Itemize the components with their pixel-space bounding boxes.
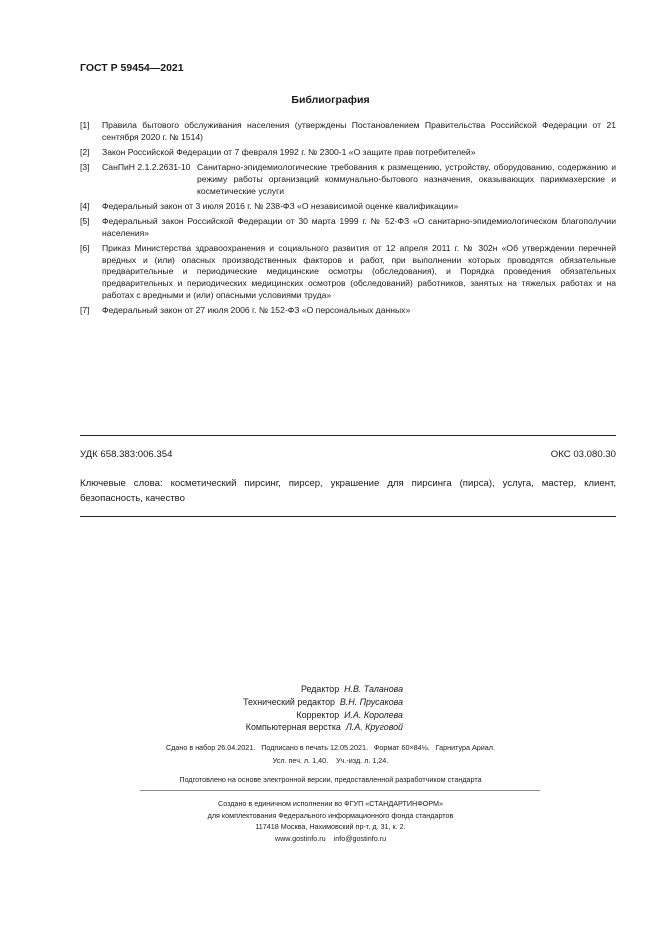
- credit-role: Редактор: [300, 684, 340, 694]
- entry-text: Правила бытового обслуживания населения (утверждены Постановлением Правительства Российской Федерации от 21 сентября 2020 г. № 1514): [102, 120, 616, 142]
- entry-number: [7]: [80, 304, 90, 315]
- credit-role: Компьютерная верстка: [245, 722, 341, 733]
- entry-number: [3]: [80, 162, 90, 173]
- bibliography-entry: [80, 216, 616, 239]
- imprint-line: Сдано в набор 26.04.2021. Подписано в печать 12.05.2021. Формат 60×84⅛. Гарнитура Ариал.: [166, 743, 495, 752]
- document-code: ГОСТ Р 59454—2021: [80, 62, 184, 74]
- publisher-block: [0, 798, 661, 844]
- udk-code: УДК 658.383:006.354: [80, 449, 173, 460]
- bibliography-entry: [80, 120, 616, 143]
- entry-number: [2]: [80, 146, 90, 157]
- entry-number: [1]: [80, 120, 90, 130]
- publisher-line: для комплектования Федерального информационного фонда стандартов: [207, 810, 454, 820]
- prepared-note: Подготовлено на основе электронной версии, предоставленной разработчиком стандарта: [179, 775, 482, 784]
- entry-text: Санитарно-эпидемиологические требования к размещению, устройству, оборудованию, содержанию и режиму работы организаций коммунально-бытового назначения, оказывающих парикмахерские и косметические услуги: [197, 162, 616, 196]
- entry-number: [4]: [80, 200, 90, 211]
- bibliography-entry: [80, 162, 616, 197]
- credits-block: [243, 683, 403, 734]
- entry-text: Федеральный закон Российской Федерации от 30 марта 1999 г. № 52-ФЗ «О санитарно-эпидемиологическом благополучии населения»: [102, 215, 616, 238]
- divider-publisher: [140, 790, 540, 791]
- entry-text: Федеральный закон от 3 июля 2016 г. № 238-ФЗ «О независимой оценке квалификации»: [102, 200, 459, 211]
- bibliography-list: [80, 120, 616, 320]
- credit-role: Корректор: [296, 709, 340, 720]
- credit-role: Технический редактор: [243, 696, 335, 707]
- bibliography-entry: [80, 147, 616, 159]
- credit-name: Л.А. Круговой: [345, 722, 403, 733]
- entry-text: Приказ Министерства здравоохранения и социального развития от 12 апреля 2011 г. № 302н «Об утверждении перечней вредных и (или) опасных производственных факторов и работ, при выполнении которых проводятся обязательные предварительные и периодические медицинские осмотры (обследования), и Порядка проведения обязательных предварительных и периодических медицинских осмотров (обследований) работников, занятых на тяжелых работах и на работах с вредными и (или) опасными условиями труда»: [102, 242, 616, 300]
- publisher-line: 117418 Москва, Нахимовский пр-т, д. 31, к. 2.: [255, 822, 406, 831]
- credit-layout: [243, 721, 403, 734]
- divider-bottom: [80, 516, 616, 517]
- credit-proofreader: [243, 709, 403, 722]
- bibliography-entry: [80, 201, 616, 213]
- credit-name: И.А. Королева: [344, 709, 403, 720]
- oks-code: ОКС 03.080.30: [550, 449, 616, 460]
- keywords: Ключевые слова: косметический пирсинг, пирсер, украшение для пирсинга (пирса), услуга, мастер, клиент, безопасность, качество: [80, 478, 616, 504]
- entry-text: Федеральный закон от 27 июля 2006 г. № 152-ФЗ «О персональных данных»: [102, 304, 411, 315]
- publisher-line: Создано в единичном исполнении во ФГУП «СТАНДАРТИНФОРМ»: [218, 799, 443, 808]
- credit-editor: [243, 683, 403, 696]
- entry-number: [5]: [80, 215, 90, 226]
- credit-technical-editor: [243, 696, 403, 709]
- entry-code: СанПиН 2.1.2.2631-10: [102, 162, 191, 173]
- divider-top: [80, 435, 616, 436]
- imprint-block: [0, 742, 661, 767]
- bibliography-title: Библиография: [291, 94, 370, 106]
- publisher-line: www.gostinfo.ru info@gostinfo.ru: [274, 833, 387, 843]
- entry-number: [6]: [80, 242, 90, 253]
- bibliography-entry: [80, 305, 616, 317]
- credit-name: Н.В. Таланова: [344, 684, 403, 694]
- bibliography-entry: [80, 243, 616, 302]
- imprint-line: Усл. печ. л. 1,40. Уч.-изд. л. 1,24.: [272, 755, 389, 765]
- credit-name: В.Н. Прусакова: [339, 696, 403, 707]
- entry-text: Закон Российской Федерации от 7 февраля 1992 г. № 2300-1 «О защите прав потребителей»: [102, 146, 476, 157]
